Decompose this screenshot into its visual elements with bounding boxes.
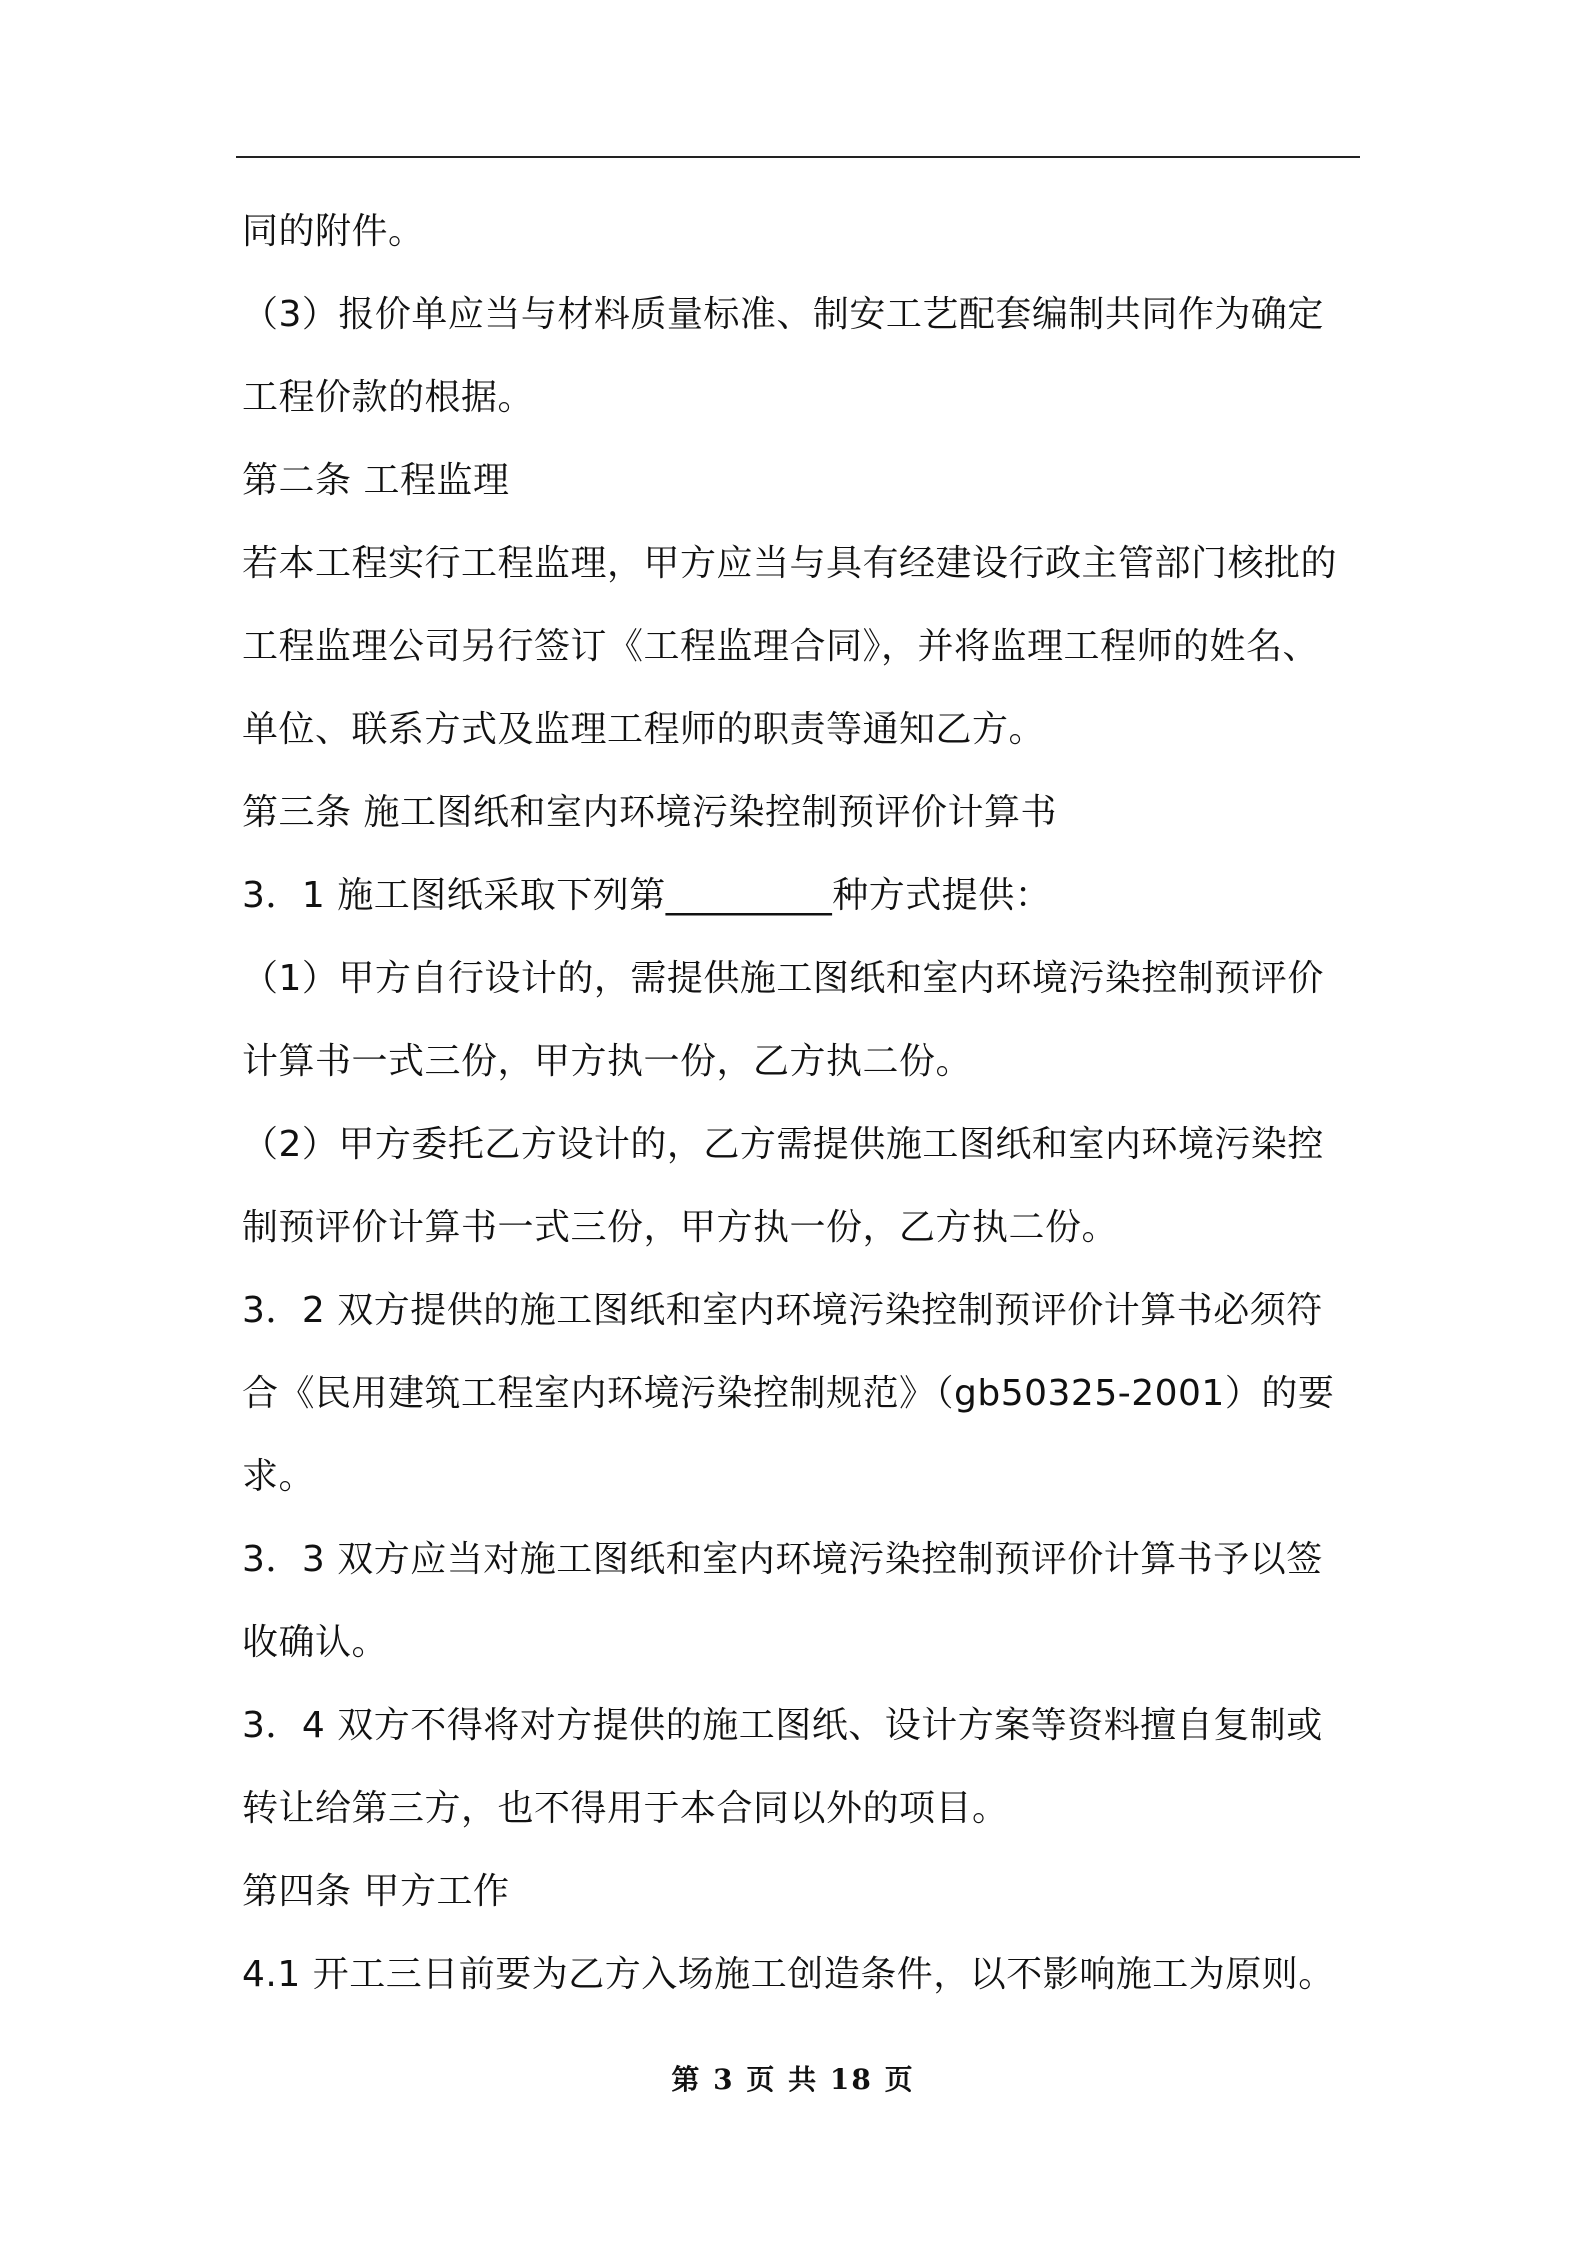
text-line: 3．4 双方不得将对方提供的施工图纸、设计方案等资料擅自复制或	[242, 1705, 1323, 1746]
text-line: 若本工程实行工程监理，甲方应当与具有经建设行政主管部门核批的	[242, 543, 1338, 584]
text-line: 工程监理公司另行签订《工程监理合同》，并将监理工程师的姓名、	[242, 626, 1320, 667]
header-rule	[236, 156, 1360, 158]
text-line: 转让给第三方，也不得用于本合同以外的项目。	[242, 1788, 1009, 1829]
section-heading: 第三条 施工图纸和室内环境污染控制预评价计算书	[242, 792, 1057, 833]
text-line: 单位、联系方式及监理工程师的职责等通知乙方。	[242, 709, 1046, 750]
contract-body	[242, 190, 1372, 2016]
text-line: 3．3 双方应当对施工图纸和室内环境污染控制预评价计算书予以签	[242, 1539, 1323, 1580]
section-heading: 第四条 甲方工作	[242, 1871, 510, 1912]
text-line: 计算书一式三份，甲方执一份，乙方执二份。	[242, 1041, 973, 1082]
text-line: 3．2 双方提供的施工图纸和室内环境污染控制预评价计算书必须符	[242, 1290, 1323, 1331]
text-line: （3）报价单应当与材料质量标准、制安工艺配套编制共同作为确定	[242, 294, 1324, 335]
page-number: 第 3 页 共 18 页	[671, 2063, 915, 2096]
text-line: 3．1 施工图纸采取下列第_________种方式提供：	[242, 875, 1052, 916]
text-line: （2）甲方委托乙方设计的，乙方需提供施工图纸和室内环境污染控	[242, 1124, 1324, 1165]
text-line: 求。	[242, 1456, 316, 1497]
text-line: 工程价款的根据。	[242, 377, 535, 418]
text-line: 同的附件。	[242, 211, 425, 252]
text-line: （1）甲方自行设计的，需提供施工图纸和室内环境污染控制预评价	[242, 958, 1324, 999]
text-line: 合《民用建筑工程室内环境污染控制规范》（gb50325-2001）的要	[242, 1373, 1335, 1414]
text-line: 收确认。	[242, 1622, 389, 1663]
section-heading: 第二条 工程监理	[242, 460, 510, 501]
text-line: 制预评价计算书一式三份，甲方执一份，乙方执二份。	[242, 1207, 1119, 1248]
text-line: 4.1 开工三日前要为乙方入场施工创造条件，以不影响施工为原则。	[242, 1954, 1335, 1995]
